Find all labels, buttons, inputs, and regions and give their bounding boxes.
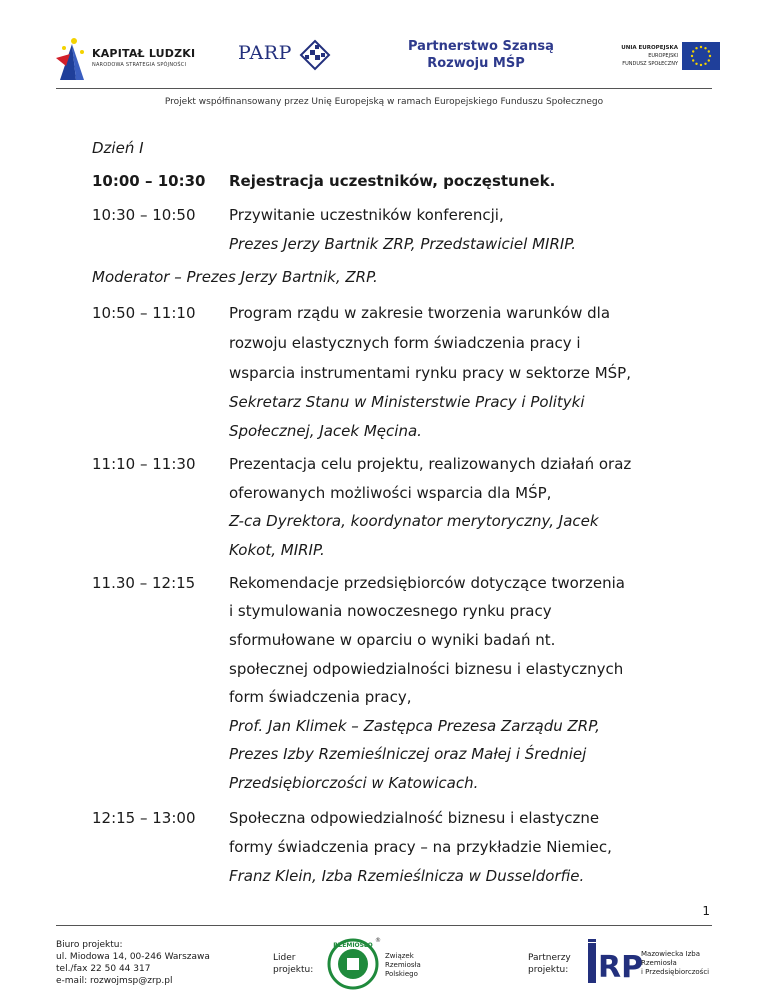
agenda-line: wsparcia instrumentami rynku pracy w sektorze MŚP, [229, 364, 631, 382]
moderator-line: Moderator – Prezes Jerzy Bartnik, ZRP. [92, 268, 378, 286]
partnerstwo-line-1: Partnerstwo Szansą [408, 39, 554, 54]
agenda-time: 10:00 – 10:30 [92, 172, 206, 190]
agenda-line: oferowanych możliwości wsparcia dla MŚP, [229, 484, 552, 502]
agenda-line: Prezentacja celu projektu, realizowanych działań oraz [229, 455, 632, 473]
kapital-ludzki-subtitle: NARODOWA STRATEGIA SPÓJNOŚCI [92, 62, 187, 68]
office-phone: tel./fax 22 50 44 317 [56, 964, 151, 974]
header-divider [56, 88, 712, 89]
agenda-line: formy świadczenia pracy – na przykładzie Niemiec, [229, 838, 612, 856]
agenda-speaker: Prezes Izby Rzemieślniczej oraz Małej i Średniej [229, 745, 587, 763]
mirip-logo-text: RP [598, 950, 644, 985]
parp-text: PARP [238, 42, 292, 64]
kapital-ludzki-emblem-icon [56, 36, 88, 80]
kapital-ludzki-logo [56, 36, 196, 82]
eu-text [621, 44, 678, 68]
agenda-line: Przywitanie uczestników konferencji, [229, 206, 504, 224]
parp-emblem-icon [300, 40, 330, 70]
agenda-speaker: Prezes Jerzy Bartnik ZRP, Przedstawiciel MIRIP. [229, 235, 577, 253]
agenda-speaker: Prof. Jan Klimek – Zastępca Prezesa Zarządu ZRP, [229, 717, 600, 735]
zrp-name-1: Związek [385, 952, 414, 960]
leader-label: Lider [273, 953, 296, 963]
mirip-name-2: Rzemiosła [641, 959, 677, 967]
agenda-line: rozwoju elastycznych form świadczenia pracy i [229, 334, 581, 352]
agenda-line: sformułowane w oparciu o wyniki badań nt. [229, 631, 556, 649]
zrp-seal-text: RZEMIOSŁO [333, 942, 373, 949]
agenda-time: 11:10 – 11:30 [92, 455, 196, 473]
day-heading: Dzień I [92, 139, 144, 157]
agenda-time: 10:30 – 10:50 [92, 206, 196, 224]
leader-label-2: projektu: [273, 965, 314, 975]
agenda-line: form świadczenia pracy, [229, 688, 412, 706]
zrp-name-3: Polskiego [385, 970, 418, 978]
parp-logo [238, 36, 338, 76]
office-address: ul. Miodowa 14, 00-246 Warszawa [56, 952, 210, 962]
svg-text:®: ® [375, 937, 381, 944]
footer-divider [56, 925, 712, 926]
agenda-speaker: Z-ca Dyrektora, koordynator merytoryczny, Jacek [229, 512, 599, 530]
eu-line-1: UNIA EUROPEJSKA [621, 45, 678, 51]
zrp-name-2: Rzemiosła [385, 961, 421, 969]
agenda-line: Społeczna odpowiedzialność biznesu i elastyczne [229, 809, 600, 827]
partnerstwo-logo [408, 38, 554, 72]
agenda-line: i stymulowania nowoczesnego rynku pracy [229, 602, 552, 620]
partners-label: Partnerzy [528, 953, 571, 963]
zrp-seal-icon [325, 934, 381, 990]
mirip-name-3: i Przedsiębiorczości [641, 968, 710, 976]
agenda-line: Rekomendacje przedsiębiorców dotyczące tworzenia [229, 574, 625, 592]
agenda-speaker: Sekretarz Stanu w Ministerstwie Pracy i Polityki [229, 393, 585, 411]
agenda-speaker: Franz Klein, Izba Rzemieślnicza w Dusseldorfie. [229, 867, 585, 885]
agenda-time: 10:50 – 11:10 [92, 304, 196, 322]
kapital-ludzki-title: KAPITAŁ LUDZKI [92, 47, 196, 60]
agenda-time: 11.30 – 12:15 [92, 574, 196, 592]
eu-line-2: EUROPEJSKI [648, 53, 678, 59]
agenda-speaker: Przedsiębiorczości w Katowicach. [229, 774, 479, 792]
office-email: e-mail: rozwojmsp@zrp.pl [56, 976, 173, 986]
eu-flag-icon [682, 42, 720, 70]
mirip-name-1: Mazowiecka Izba [641, 950, 701, 958]
agenda-speaker: Kokot, MIRIP. [229, 541, 325, 559]
mirip-logo-icon [586, 937, 644, 987]
office-label: Biuro projektu: [56, 940, 123, 950]
agenda-time: 12:15 – 13:00 [92, 809, 196, 827]
partners-label-2: projektu: [528, 965, 569, 975]
agenda-line: społecznej odpowiedzialności biznesu i elastycznych [229, 660, 624, 678]
eu-line-3: FUNDUSZ SPOŁECZNY [622, 61, 678, 67]
page-number: 1 [702, 904, 710, 918]
agenda-line: Rejestracja uczestników, poczęstunek. [229, 172, 556, 190]
partnerstwo-line-2: Rozwoju MŚP [427, 56, 525, 71]
agenda-speaker: Społecznej, Jacek Męcina. [229, 422, 422, 440]
agenda-line: Program rządu w zakresie tworzenia warunków dla [229, 304, 611, 322]
eu-logo [610, 42, 720, 74]
cofinancing-note: Projekt współfinansowany przez Unię Europejską w ramach Europejskiego Funduszu Społecznego [164, 97, 604, 107]
